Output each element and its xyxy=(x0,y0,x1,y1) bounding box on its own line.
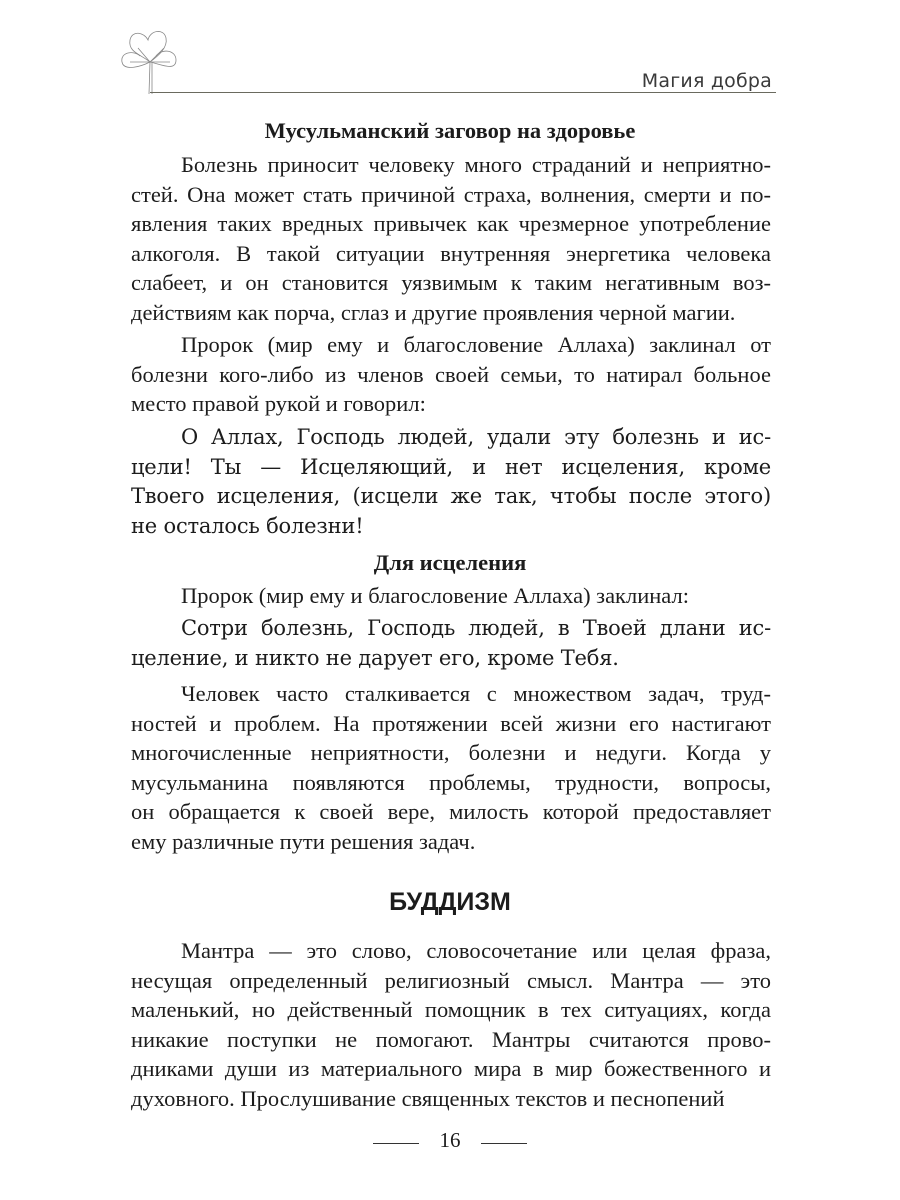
clover-icon xyxy=(120,26,180,98)
text-line: дниками души из материального мира в мир божественного и xyxy=(131,1056,771,1081)
text-line: алкоголя. В такой ситуации внутренняя энергетика человека xyxy=(131,240,771,266)
text-line: Человек часто сталкивается с множеством задач, труд- xyxy=(181,681,771,706)
paragraph xyxy=(131,330,771,419)
text-line: стей. Она может стать причиной страха, волнения, смерти и по- xyxy=(131,181,771,207)
text-line: ностей и проблем. На протяжении всей жизни его настигают xyxy=(131,710,771,736)
section-heading: БУДДИЗМ xyxy=(389,888,511,916)
text-line: он обращается к своей вере, милость которой предоставляет xyxy=(131,799,771,824)
footer-rule-right xyxy=(481,1143,527,1144)
paragraph xyxy=(131,581,771,611)
prayer-text xyxy=(131,614,771,673)
text-line: Болезнь приносит человеку много страданий и неприятно- xyxy=(181,152,771,177)
text-line: целение, и никто не дарует его, кроме Тебя. xyxy=(131,645,619,670)
header-rule xyxy=(150,92,776,93)
text-line: Пророк (мир ему и благословение Аллаха) заклинал от xyxy=(181,332,771,357)
text-line: Мантра — это слово, словосочетание или целая фраза, xyxy=(181,938,771,963)
text-line: многочисленные неприятности, болезни и недуги. Когда у xyxy=(131,740,771,765)
text-line: никакие поступки не помогают. Мантры считаются прово- xyxy=(131,1026,771,1052)
text-line: духовного. Прослушивание священных текстов и песнопений xyxy=(131,1085,725,1111)
text-line: Сотри болезнь, Господь людей, в Твоей длани ис- xyxy=(181,616,771,640)
prayer-text xyxy=(131,423,771,541)
article-title: Мусульманский заговор на здоровье xyxy=(264,118,636,143)
text-line: слабеет, и он становится уязвимым к таким негативным воз- xyxy=(131,270,771,295)
text-line: цели! Ты — Исцеляющий, и нет исцеления, кроме xyxy=(131,454,771,479)
running-title: Магия добра xyxy=(641,70,772,92)
text-line: маленький, но действенный помощник в тех ситуациях, когда xyxy=(131,997,771,1022)
paragraph xyxy=(131,679,771,856)
text-line: явления таких вредных привычек как чрезмерное употребление xyxy=(131,211,771,236)
text-line: О Аллах, Господь людей, удали эту болезнь и ис- xyxy=(181,425,771,449)
text-line: не осталось болезни! xyxy=(131,513,364,538)
text-line: мусульманина появляются проблемы, трудности, вопросы, xyxy=(131,769,771,795)
text-line: место правой рукой и говорил: xyxy=(131,391,426,416)
text-line: ему различные пути решения задач. xyxy=(131,828,476,854)
text-line: Пророк (мир ему и благословение Аллаха) заклинал: xyxy=(181,583,689,608)
text-line: Твоего исцеления, (исцели же так, чтобы после этого) xyxy=(131,484,771,508)
text-line: действиям как порча, сглаз и другие проявления черной магии. xyxy=(131,299,736,325)
text-line: несущая определенный религиозный смысл. Мантра — это xyxy=(131,967,771,993)
paragraph xyxy=(131,150,771,327)
paragraph xyxy=(131,936,771,1113)
subtitle: Для исцеления xyxy=(373,550,527,575)
text-line: болезни кого-либо из членов своей семьи, то натирал больное xyxy=(131,361,771,387)
page-number: 16 xyxy=(439,1128,461,1152)
